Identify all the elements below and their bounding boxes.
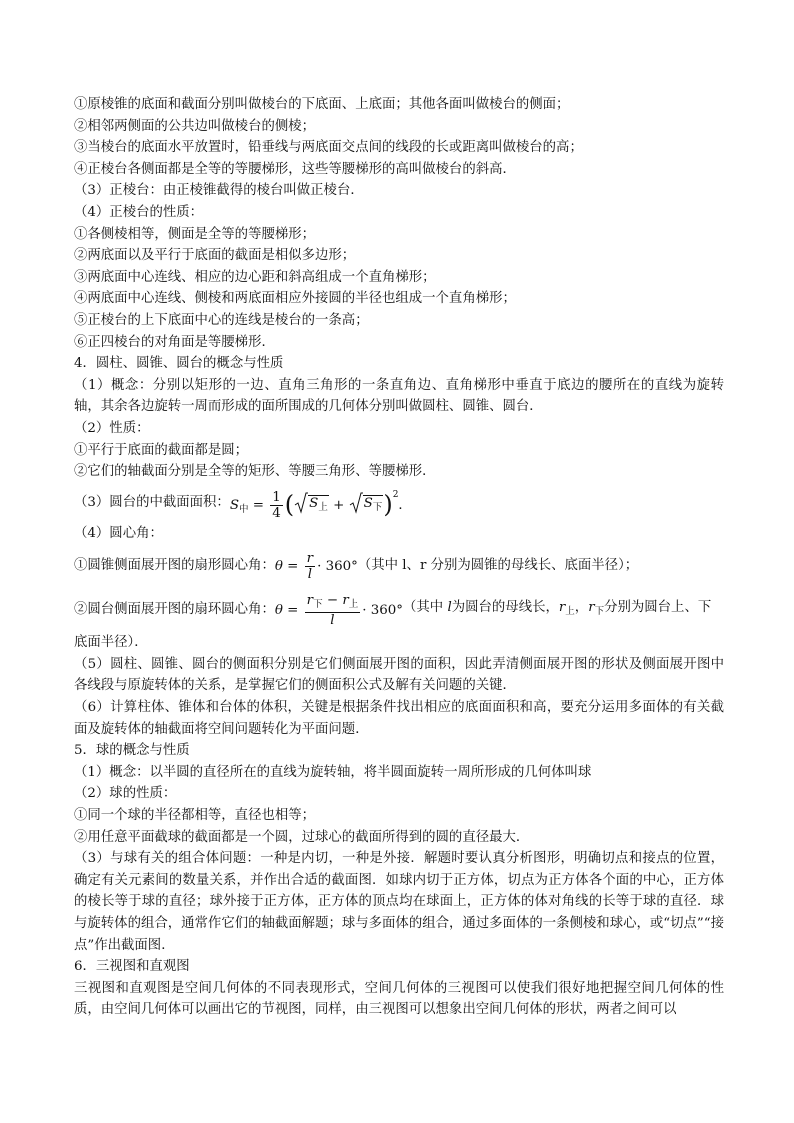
text-line: ①同一个球的半径都相等，直径也相等；	[74, 808, 316, 824]
fraction: $\frac{r}{l}$	[306, 550, 314, 582]
text-line: ②用任意平面截球的截面都是一个圆，过球心的截面所得到的圆的直径最大．	[74, 829, 530, 845]
section-heading: 4．圆柱、圆锥、圆台的概念与性质	[74, 356, 284, 372]
formula-note: （其中 l为圆台的母线长，$r_上$，$r_下$分别为圆台上、下	[403, 600, 712, 618]
text-line: ③当棱台的底面水平放置时，铅垂线与两底面交点间的线段的长或距离叫做棱台的高；	[74, 140, 583, 156]
paragraph: （5）圆柱、圆锥、圆台的侧面积分别是它们侧面展开图的面积，因此弄清侧面展开图的形状及侧面展开图中各线段与原旋转体的关系，是掌握它们的侧面积公式及解有关问题的关键．	[74, 656, 724, 694]
text-line: （3）正棱台：由正棱锥截得的棱台叫做正棱台．	[74, 183, 364, 199]
text-line: ⑥正四棱台的对角面是等腰梯形．	[74, 334, 275, 350]
text-line: （2）性质：	[74, 420, 150, 436]
math-subscript: 中	[239, 503, 249, 515]
text-line: （4）圆心角：	[74, 525, 163, 541]
text-line: ①各侧棱相等，侧面是全等的等腰梯形；	[74, 226, 316, 242]
fraction: $\frac{r_下 - r_上}{l}$	[306, 592, 359, 628]
text-line: ②两底面以及平行于底面的截面是相似多边形；	[74, 248, 356, 264]
text-line: ④正棱台各侧面都是全等的等腰梯形，这些等腰梯形的高叫做棱台的斜高．	[74, 161, 516, 177]
text-line: 底面半径）．	[74, 635, 148, 651]
fraction-denominator: 4	[272, 505, 281, 521]
text-line: ②相邻两侧面的公共边叫做棱台的侧棱；	[74, 118, 316, 134]
math-symbol: S	[229, 497, 240, 513]
text-line: （4）正棱台的性质：	[74, 204, 204, 220]
sqrt-upper: $S_上$	[294, 492, 329, 518]
formula-label: ①圆锥侧面展开图的扇形圆心角：	[74, 558, 275, 574]
document-body	[74, 94, 724, 1021]
sqrt-lower: $S_下$	[349, 492, 384, 518]
math-operator: =	[248, 497, 269, 513]
text-line: ③两底面中心连线、相应的边心距和斜高组成一个直角梯形；	[74, 269, 436, 285]
text-line: ②它们的轴截面分别是全等的矩形、等腰三角形、等腰梯形．	[74, 464, 436, 480]
paragraph: （3）与球有关的组合体问题：一种是内切，一种是外接．解题时要认真分析图形，明确切点和接点的位置，确定有关元素间的数量关系，并作出合适的截面图．如球内切于正方体，切点为正方体各个面的中心，正方体的棱长等于球的直径；球外接于正方体，正方体的顶点均在球面上，正方体的体对角线的长等于球的直径．球与旋转体的组合，通常作它们的轴截面解题；球与多面体的组合，通过多面体的一条侧棱和球心，或“切点”“接点”作出截面图．	[74, 851, 724, 953]
formula-cone-sector-angle	[74, 544, 724, 588]
math-operator: +	[328, 497, 349, 513]
paragraph: （6）计算柱体、锥体和台体的体积，关键是根据条件找出相应的底面面积和高，要充分运用多面体的有关截面及旋转体的轴截面将空间问题转化为平面问题．	[74, 700, 724, 737]
formula-expression: $S_中$ = $\frac{1}{4}$ ( $S_上 + S_下)^2$．	[229, 489, 412, 521]
paragraph: 三视图和直观图是空间几何体的不同表现形式，空间几何体的三视图可以使我们很好地把握空间几何体的性质，由空间几何体可以画出它的节视图，同样，由三视图可以想象出空间几何体的形状，两者之间可以	[74, 980, 724, 1018]
fraction-numerator: 1	[272, 489, 281, 505]
text-line: （1）概念：以半圆的直径所在的直线为旋转轴，将半圆面旋转一周所形成的几何体叫球	[74, 764, 592, 780]
formula-expression: θ = $\frac{r}{l}$ · 360°	[274, 550, 358, 582]
section-heading: 6．三视图和直观图	[74, 959, 190, 975]
text-line: ①平行于底面的截面都是圆；	[74, 442, 249, 458]
formula-expression: θ = $\frac{r_下 - r_上}{l}$ · 360°	[274, 592, 404, 628]
text-line: （2）球的性质：	[74, 786, 177, 802]
text-line: ⑤正棱台的上下底面中心的连线是棱台的一条高；	[74, 312, 369, 328]
fraction	[270, 490, 283, 521]
paragraph: （1）概念：分别以矩形的一边、直角三角形的一条直角边、直角梯形中垂直于底边的腰所在的直线为旋转轴，其余各边旋转一周而形成的面所围成的几何体分别叫做圆柱、圆锥、圆台．	[74, 377, 724, 415]
formula-label: ②圆台侧面展开图的扇环圆心角：	[74, 602, 275, 618]
section-heading: 5．球的概念与性质	[74, 743, 190, 759]
formula-frustum-sector-angle	[74, 588, 724, 632]
formula-mid-section-area	[74, 483, 724, 523]
text-line: ①原棱锥的底面和截面分别叫做棱台的下底面、上底面；其他各面叫做棱台的侧面；	[74, 97, 570, 112]
text-line: ④两底面中心连线、侧棱和两底面相应外接圆的半径也组成一个直角梯形；	[74, 291, 516, 307]
formula-note: （其中 l、r 分别为圆锥的母线长、底面半径）；	[357, 558, 639, 574]
formula-label: （3）圆台的中截面面积：	[74, 494, 230, 510]
